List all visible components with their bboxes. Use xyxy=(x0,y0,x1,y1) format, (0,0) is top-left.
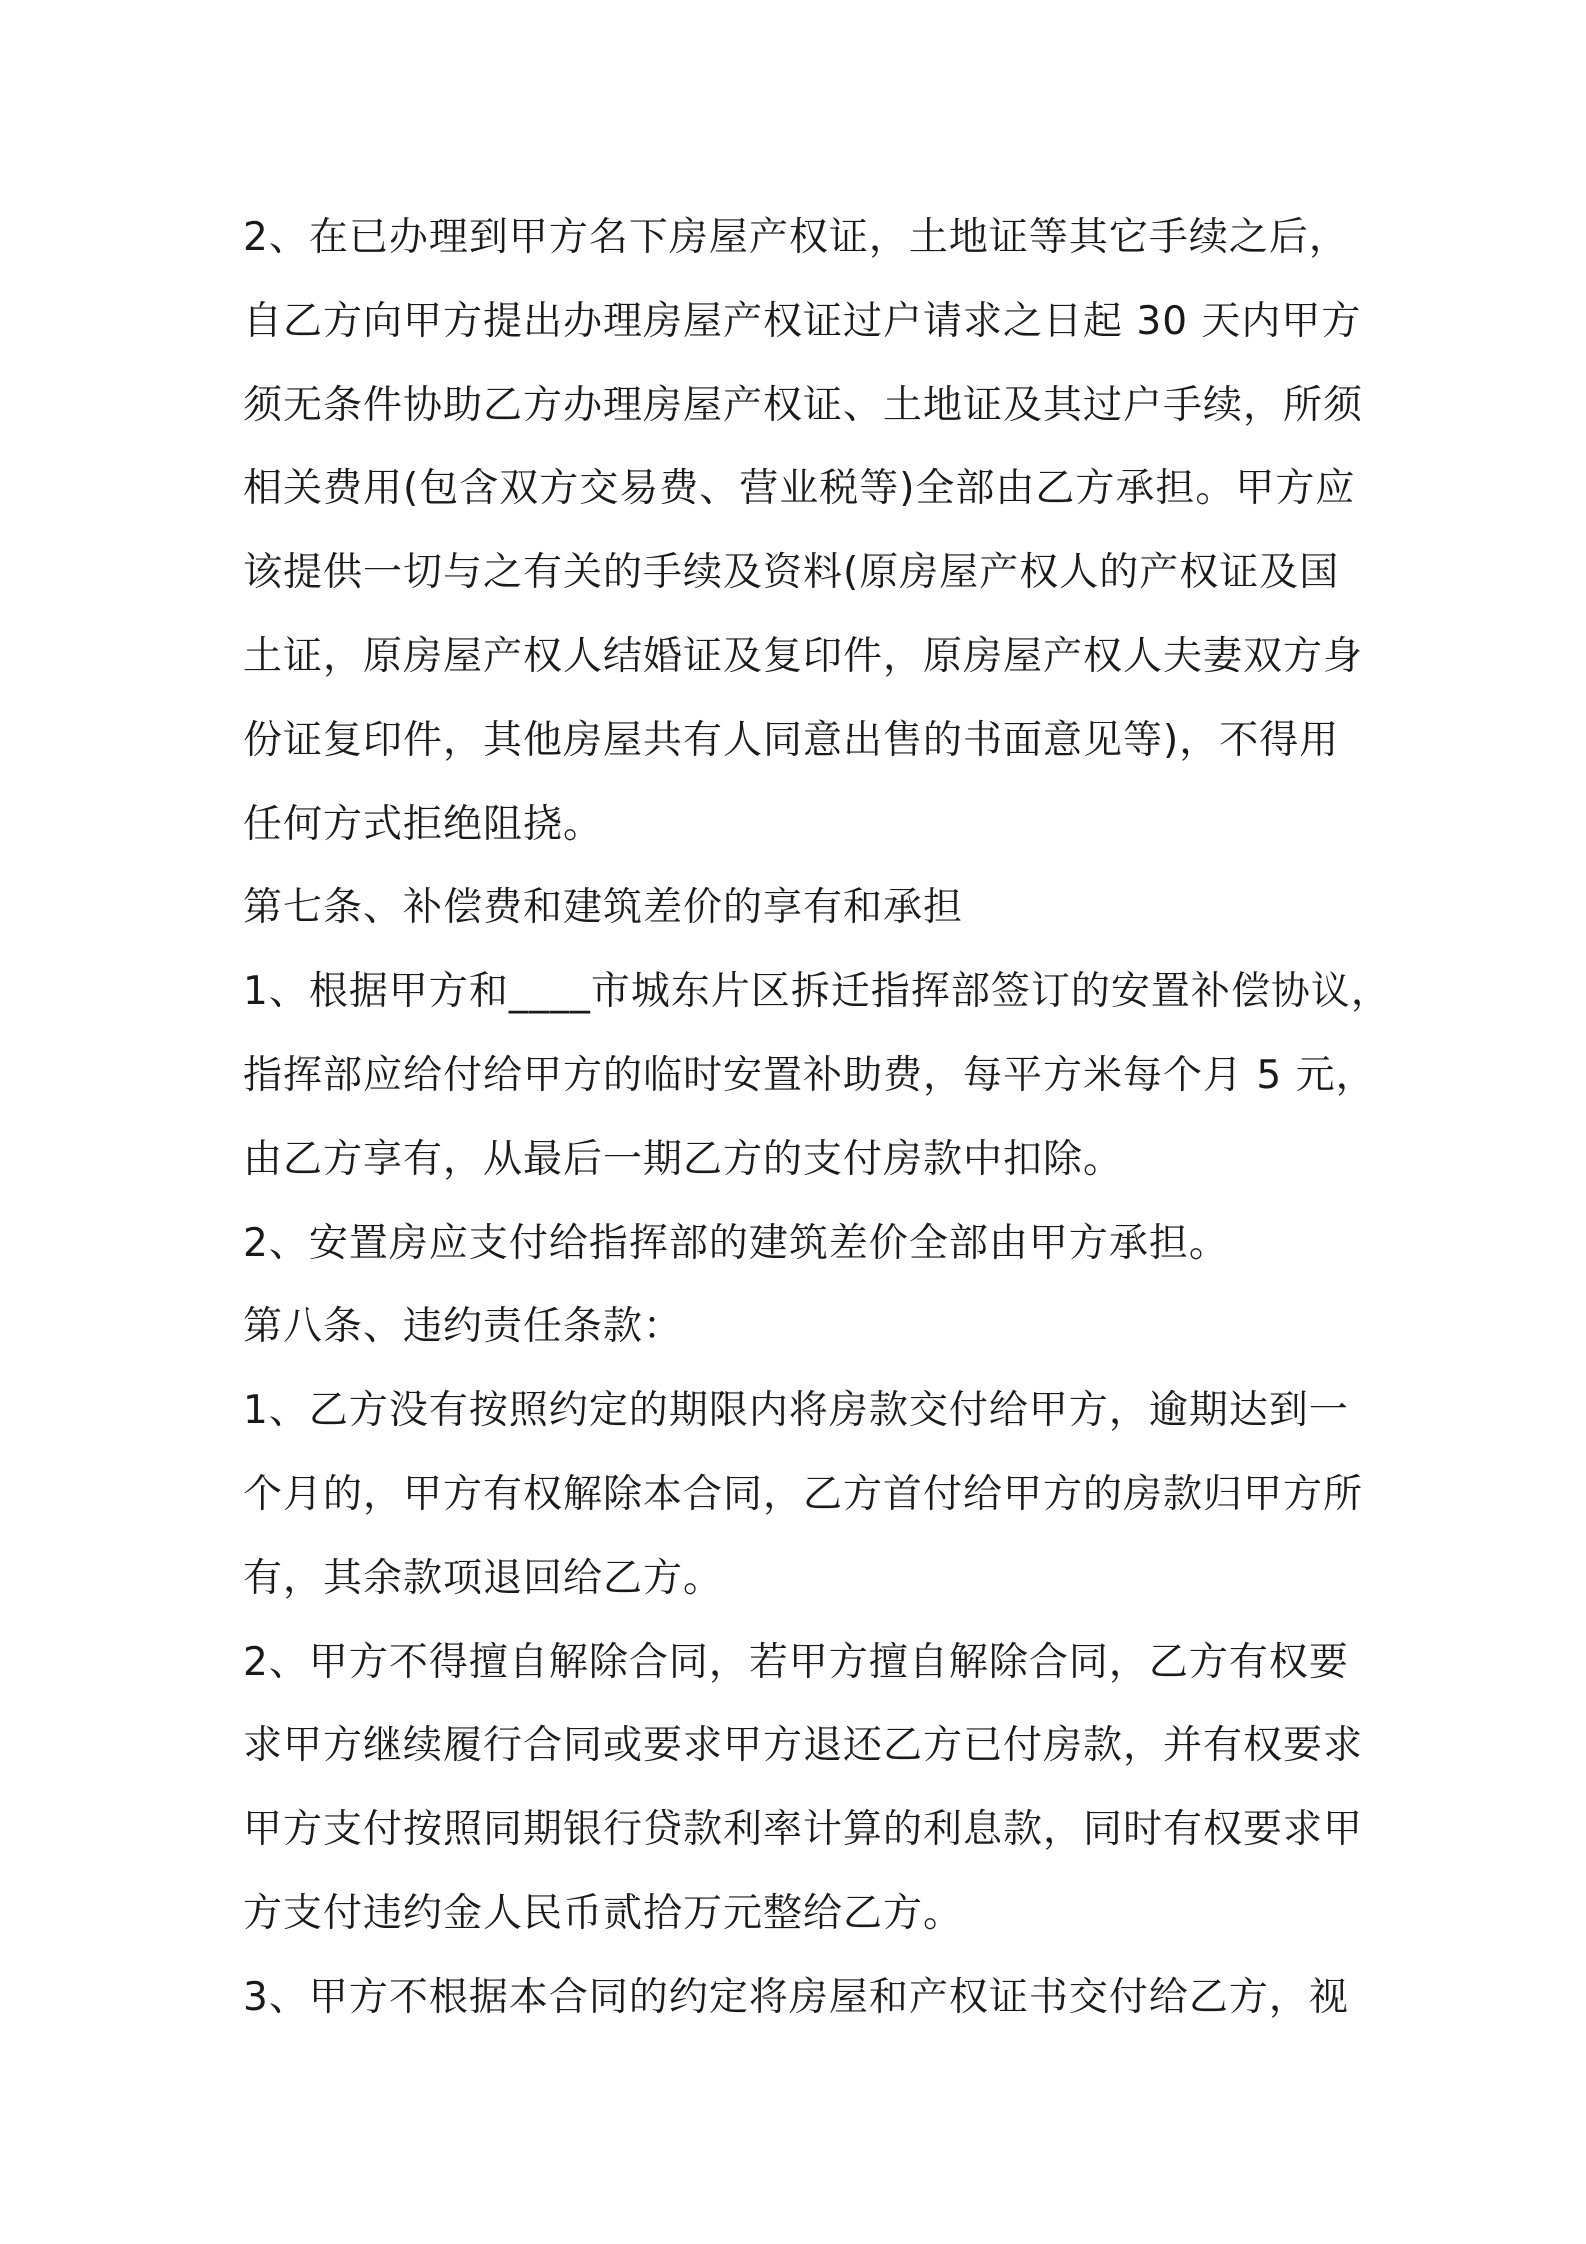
section-heading: 第八条、违约责任条款： xyxy=(243,1304,684,1350)
text-line: 土证，原房屋产权人结婚证及复印件，原房屋产权人夫妻双方身 xyxy=(243,633,1364,679)
text-line: 2、在已办理到甲方名下房屋产权证，土地证等其它手续之后， xyxy=(243,215,1349,260)
document-body xyxy=(243,196,1391,2040)
text-line: 1、乙方没有按照约定的期限内将房款交付给甲方，逾期达到一 xyxy=(243,1388,1349,1434)
text-line: 2、安置房应支付给指挥部的建筑差价全部由甲方承担。 xyxy=(243,1220,1229,1266)
text-line: 个月的，甲方有权解除本合同，乙方首付给甲方的房款归甲方所 xyxy=(243,1471,1364,1517)
text-line: 指挥部应给付给甲方的临时安置补助费，每平方米每个月 5 元， xyxy=(243,1052,1376,1098)
text-line: 该提供一切与之有关的手续及资料(原房屋产权人的产权证及国 xyxy=(243,550,1340,596)
section-heading: 第七条、补偿费和建筑差价的享有和承担 xyxy=(243,885,964,931)
text-line: 份证复印件，其他房屋共有人同意出售的书面意见等)，不得用 xyxy=(243,717,1340,763)
text-line: 任何方式拒绝阻挠。 xyxy=(243,801,604,847)
text-line: 2、甲方不得擅自解除合同，若甲方擅自解除合同，乙方有权要 xyxy=(243,1639,1349,1685)
text-line: 求甲方继续履行合同或要求甲方退还乙方已付房款，并有权要求 xyxy=(243,1723,1364,1769)
text-line: 须无条件协助乙方办理房屋产权证、土地证及其过户手续，所须 xyxy=(243,382,1364,428)
text-line: 3、甲方不根据本合同的约定将房屋和产权证书交付给乙方，视 xyxy=(243,1974,1349,2020)
text-line: 自乙方向甲方提出办理房屋产权证过户请求之日起 30 天内甲方 xyxy=(243,298,1362,344)
text-line: 1、根据甲方和____市城东片区拆迁指挥部签订的安置补偿协议， xyxy=(243,969,1391,1015)
text-line: 甲方支付按照同期银行贷款利率计算的利息款，同时有权要求甲 xyxy=(243,1807,1364,1853)
text-line: 由乙方享有，从最后一期乙方的支付房款中扣除。 xyxy=(243,1136,1124,1182)
text-line: 有，其余款项退回给乙方。 xyxy=(243,1555,724,1601)
text-line: 相关费用(包含双方交易费、营业税等)全部由乙方承担。甲方应 xyxy=(243,466,1356,512)
text-line: 方支付违约金人民币贰拾万元整给乙方。 xyxy=(243,1890,964,1936)
